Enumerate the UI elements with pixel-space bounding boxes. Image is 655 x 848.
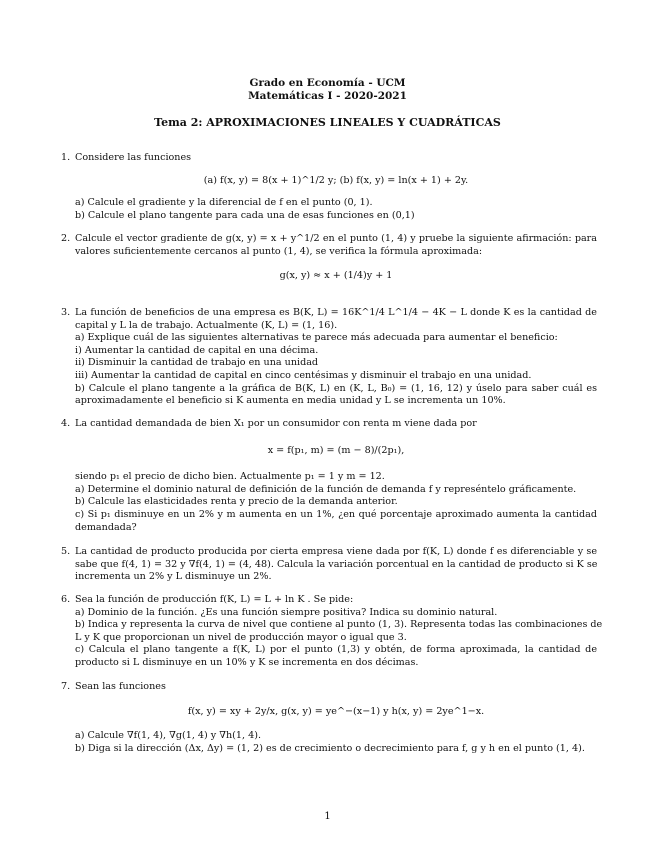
equation: x = f(p₁, m) = (m − 8)/(2p₁), — [267, 444, 405, 456]
exercise-number: 2. — [61, 233, 71, 244]
exercise-number: 5. — [61, 546, 71, 557]
text-line: Sean las funciones — [75, 681, 166, 692]
text-line: La función de beneficios de una empresa es B(K, L) = 16K^1/4 L^1/4 − 4K − L donde K es la cantidad de — [75, 307, 597, 318]
text-line: valores suficientemente cercanos al punto (1, 4), se verifica la fórmula aproximada: — [75, 245, 483, 257]
topic-title: Tema 2: APROXIMACIONES LINEALES Y CUADRÁTICAS — [154, 116, 501, 129]
exercise-6 — [61, 594, 603, 670]
equation: g(x, y) ≈ x + (1/4)y + 1 — [279, 270, 393, 282]
text-line: b) Calcule el plano tangente a la gráfica de B(K, L) en (K, L, B₀) = (1, 16, 12) y úselo para saber cuál es — [75, 382, 597, 394]
text-line: Calcule el vector gradiente de g(x, y) = x + y^1/2 en el punto (1, 4) y pruebe la siguiente afirmación: para — [75, 233, 597, 244]
text-line: a) Calcule ∇f(1, 4), ∇g(1, 4) y ∇h(1, 4). — [75, 730, 262, 742]
text-line: L y K que proporcionan un nivel de producción mayor o igual que 3. — [75, 631, 407, 643]
text-line: La cantidad de producto producida por cierta empresa viene dada por f(K, L) donde f es diferenciable y se — [75, 546, 597, 557]
course-year: Matemáticas I - 2020-2021 — [248, 90, 407, 102]
text-line: iii) Aumentar la cantidad de capital en cinco centésimas y disminuir el trabajo en una unidad. — [75, 369, 532, 381]
exercise-number: 1. — [61, 152, 71, 163]
exercise-5 — [61, 546, 598, 584]
exercise-number: 7. — [61, 681, 71, 692]
text-line: producto si L disminuye en un 10% y K se incrementa en dos décimas. — [75, 656, 419, 668]
text-line: Sea la función de producción f(K, L) = L + ln K . Se pide: — [75, 594, 354, 605]
text-line: demandada? — [75, 521, 137, 533]
exercise-4 — [61, 418, 597, 534]
course-header — [0, 77, 655, 103]
equation: (a) f(x, y) = 8(x + 1)^1/2 y; (b) f(x, y) = ln(x + 1) + 2y. — [203, 174, 469, 186]
exercise-1 — [61, 152, 597, 222]
text-line: i) Aumentar la cantidad de capital en una décima. — [75, 344, 319, 356]
course-title: Grado en Economía - UCM — [249, 77, 406, 89]
text-line: sabe que f(4, 1) = 32 y ∇f(4, 1) = (4, 48). Calcula la variación porcentual en la cantidad de producto si K se — [75, 558, 598, 570]
text-line: a) Determine el dominio natural de definición de la función de demanda f y represéntelo gráficamente. — [75, 483, 577, 495]
text-line: capital y L la de trabajo. Actualmente (K, L) = (1, 16). — [75, 319, 338, 331]
exercise-3 — [61, 307, 597, 408]
exercise-number: 3. — [61, 307, 71, 318]
exercise-2 — [61, 233, 597, 283]
equation: f(x, y) = xy + 2y/x, g(x, y) = ye^−(x−1) y h(x, y) = 2ye^1−x. — [187, 705, 485, 717]
text-line: b) Calcule el plano tangente para cada una de esas funciones en (0,1) — [75, 209, 415, 221]
text-line: b) Diga si la dirección (Δx, Δy) = (1, 2) es de crecimiento o decrecimiento para f, g y h en el punto (1, 4). — [75, 742, 585, 754]
exercise-number: 4. — [61, 418, 71, 429]
text-line: c) Si p₁ disminuye en un 2% y m aumenta en un 1%, ¿en qué porcentaje aproximado aumenta la cantidad — [75, 508, 597, 520]
text-line: siendo p₁ el precio de dicho bien. Actualmente p₁ = 1 y m = 12. — [75, 471, 385, 483]
text-line: a) Calcule el gradiente y la diferencial de f en el punto (0, 1). — [75, 197, 373, 209]
text-line: ii) Disminuir la cantidad de trabajo en una unidad — [75, 357, 319, 369]
text-line: incrementa un 2% y L disminuye un 2%. — [75, 571, 272, 583]
text-line: b) Calcule las elasticidades renta y precio de la demanda anterior. — [75, 496, 398, 508]
exercise-number: 6. — [61, 594, 71, 605]
text-line: aproximadamente el beneficio si K aumenta en media unidad y L se incrementa un 10%. — [75, 395, 506, 407]
text-line: a) Explique cuál de las siguientes alternativas te parece más adecuada para aumentar el beneficio: — [75, 332, 558, 344]
exercise-7 — [61, 681, 597, 755]
text-line: Considere las funciones — [75, 152, 192, 163]
page-number: 1 — [324, 811, 331, 822]
text-line: c) Calcula el plano tangente a f(K, L) por el punto (1,3) y obtén, de forma aproximada, la cantidad de — [75, 644, 597, 656]
text-line: La cantidad demandada de bien X₁ por un consumidor con renta m viene dada por — [75, 418, 477, 429]
text-line: b) Indica y representa la curva de nivel que contiene al punto (1, 3). Representa todas las combinaciones de — [75, 619, 603, 631]
text-line: a) Dominio de la función. ¿Es una función siempre positiva? Indica su dominio natural. — [75, 606, 498, 618]
